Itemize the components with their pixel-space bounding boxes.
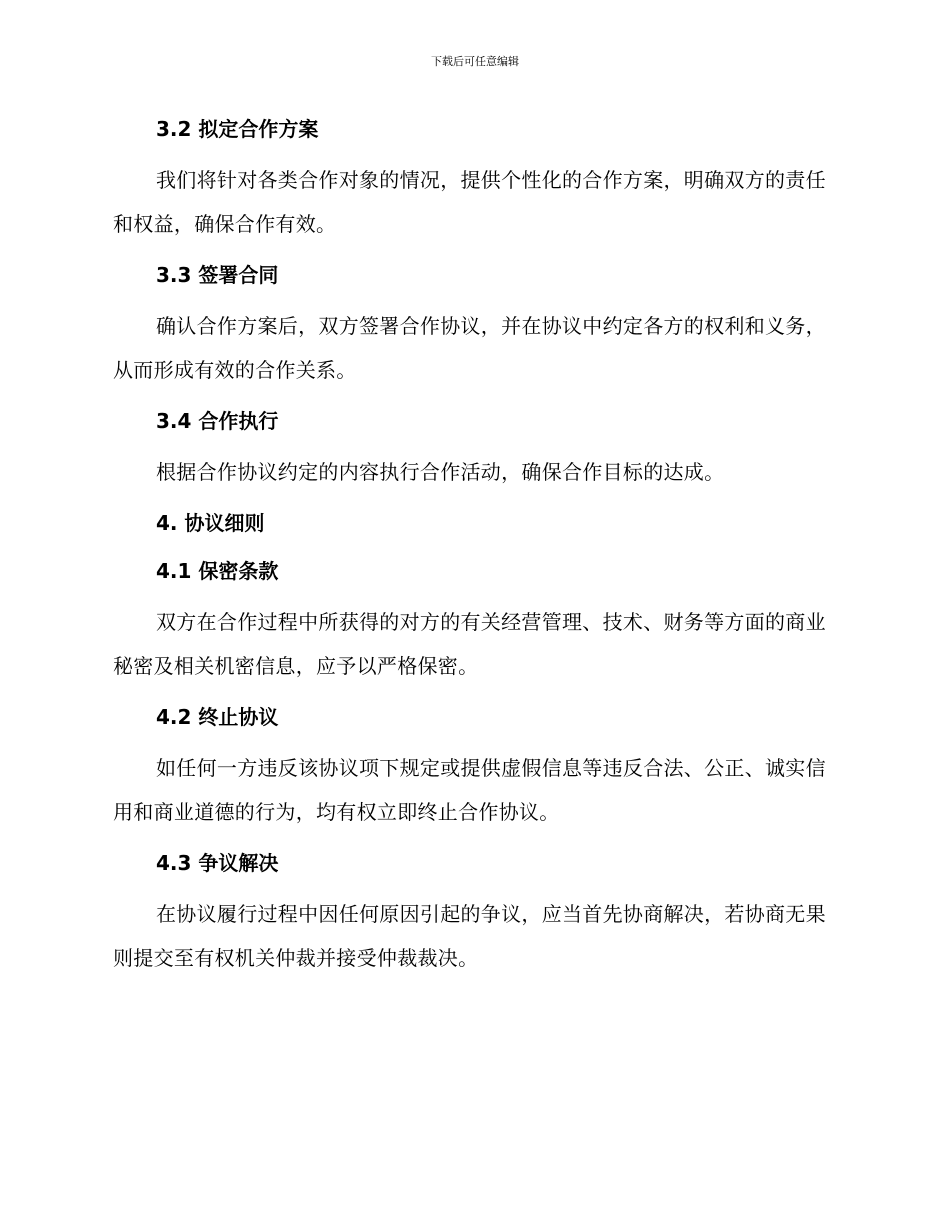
section-body-4-1: 双方在合作过程中所获得的对方的有关经营管理、技术、财务等方面的商业秘密及相关机密信息，应予以严格保密。 [113, 610, 826, 678]
section-body-3-4: 根据合作协议约定的内容执行合作活动，确保合作目标的达成。 [156, 460, 725, 484]
section-heading-4: 4. 协议细则 [156, 511, 265, 535]
section-body-4-3: 在协议履行过程中因任何原因引起的争议，应当首先协商解决，若协商无果则提交至有权机关仲裁并接受仲裁裁决。 [113, 902, 826, 970]
section-body-3-3: 确认合作方案后，双方签署合作协议，并在协议中约定各方的权利和义务，从而形成有效的合作关系。 [113, 314, 826, 382]
section-body-3-2: 我们将针对各类合作对象的情况，提供个性化的合作方案，明确双方的责任和权益，确保合作有效。 [113, 168, 826, 236]
section-heading-4-2: 4.2 终止协议 [156, 705, 279, 729]
document-body [113, 110, 833, 980]
page-header: 下载后可任意编辑 [431, 55, 519, 68]
section-body-4-2: 如任何一方违反该协议项下规定或提供虚假信息等违反合法、公正、诚实信用和商业道德的行为，均有权立即终止合作协议。 [113, 756, 826, 824]
section-heading-3-2: 3.2 拟定合作方案 [156, 117, 319, 141]
section-heading-4-3: 4.3 争议解决 [156, 851, 279, 875]
section-heading-3-3: 3.3 签署合同 [156, 263, 279, 287]
section-heading-3-4: 3.4 合作执行 [156, 409, 279, 433]
section-heading-4-1: 4.1 保密条款 [156, 559, 279, 583]
